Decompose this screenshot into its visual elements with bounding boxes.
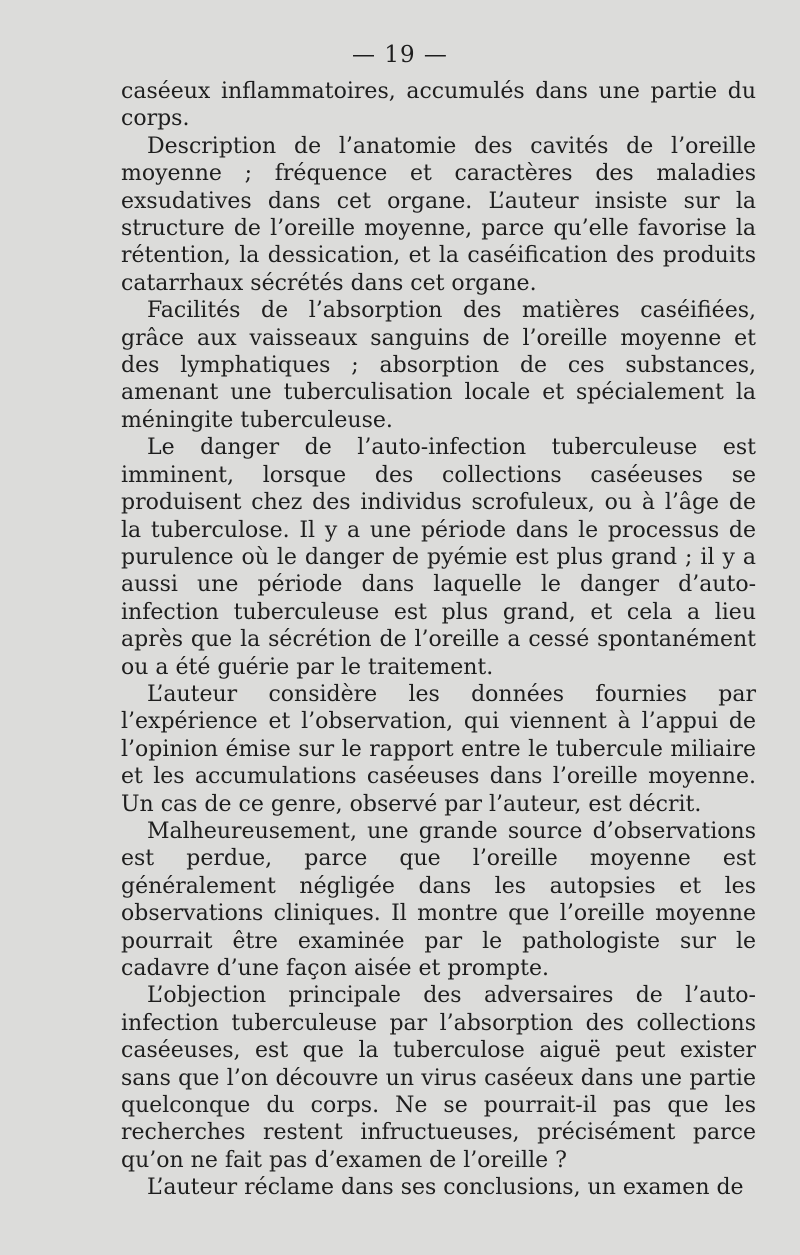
paragraph-anatomy: Description de l’anatomie des cavités de l’oreille moyenne ; fréquence et caractères des maladies exsudatives dans cet organe. L’auteur insiste sur la structure de l’oreille moyenne, parce qu’elle favorise la rétention, la dessication, et la caséification des produits catarrhaux sécrétés dans cet organe. [121,133,756,296]
page-number: — 19 — [352,42,448,68]
paragraph-objection: L’objection principale des adversaires de l’auto-infection tuberculeuse par l’absorption des collections caséeuses, est que la tuberculose aiguë peut exister sans que l’on découvre un virus caséeux dans une partie quelconque du corps. Ne se pourrait-il pas que les recherches restent infructueuses, précisément parce qu’on ne fait pas d’examen de l’oreille ? [121,983,756,1173]
paragraph-auto-infection: Le danger de l’auto-infection tuberculeuse est imminent, lorsque des collections caséeuses se produisent chez des individus scrofuleux, ou à l’âge de la tuberculose. Il y a une période dans le processus de purulence où le danger de pyémie est plus grand ; il y a aussi une période dans laquelle le danger d’auto-infection tuberculeuse est plus grand, et cela a lieu après que la sécrétion de l’oreille a cessé spontanément ou a été guérie par le traitement. [121,435,756,680]
paragraph-absorption: Facilités de l’absorption des matières caséifiées, grâce aux vaisseaux sanguins de l’oreille moyenne et des lymphatiques ; absorption de ces substances, amenant une tuberculisation locale et spécialement la méningite tuberculeuse. [121,298,756,433]
body-text [121,78,756,1202]
paragraph-observation: L’auteur considère les données fournies par l’expérience et l’observation, qui viennent à l’appui de l’opinion émise sur le rapport entre le tubercule miliaire et les accumulations caséeuses dans l’oreille moyenne. Un cas de ce genre, observé par l’auteur, est décrit. [121,681,756,817]
paragraph-conclusions: L’auteur réclame dans ses conclusions, un examen de [147,1175,744,1201]
paragraph-continuation: caséeux inflammatoires, accumulés dans une partie du corps. [121,79,756,132]
paragraph-autopsies: Malheureusement, une grande source d’observations est perdue, parce que l’oreille moyenne est généralement négligée dans les autopsies et les observations cliniques. Il montre que l’oreille moyenne pourrait être examinée par le pathologiste sur le cadavre d’une façon aisée et prompte. [121,818,756,981]
